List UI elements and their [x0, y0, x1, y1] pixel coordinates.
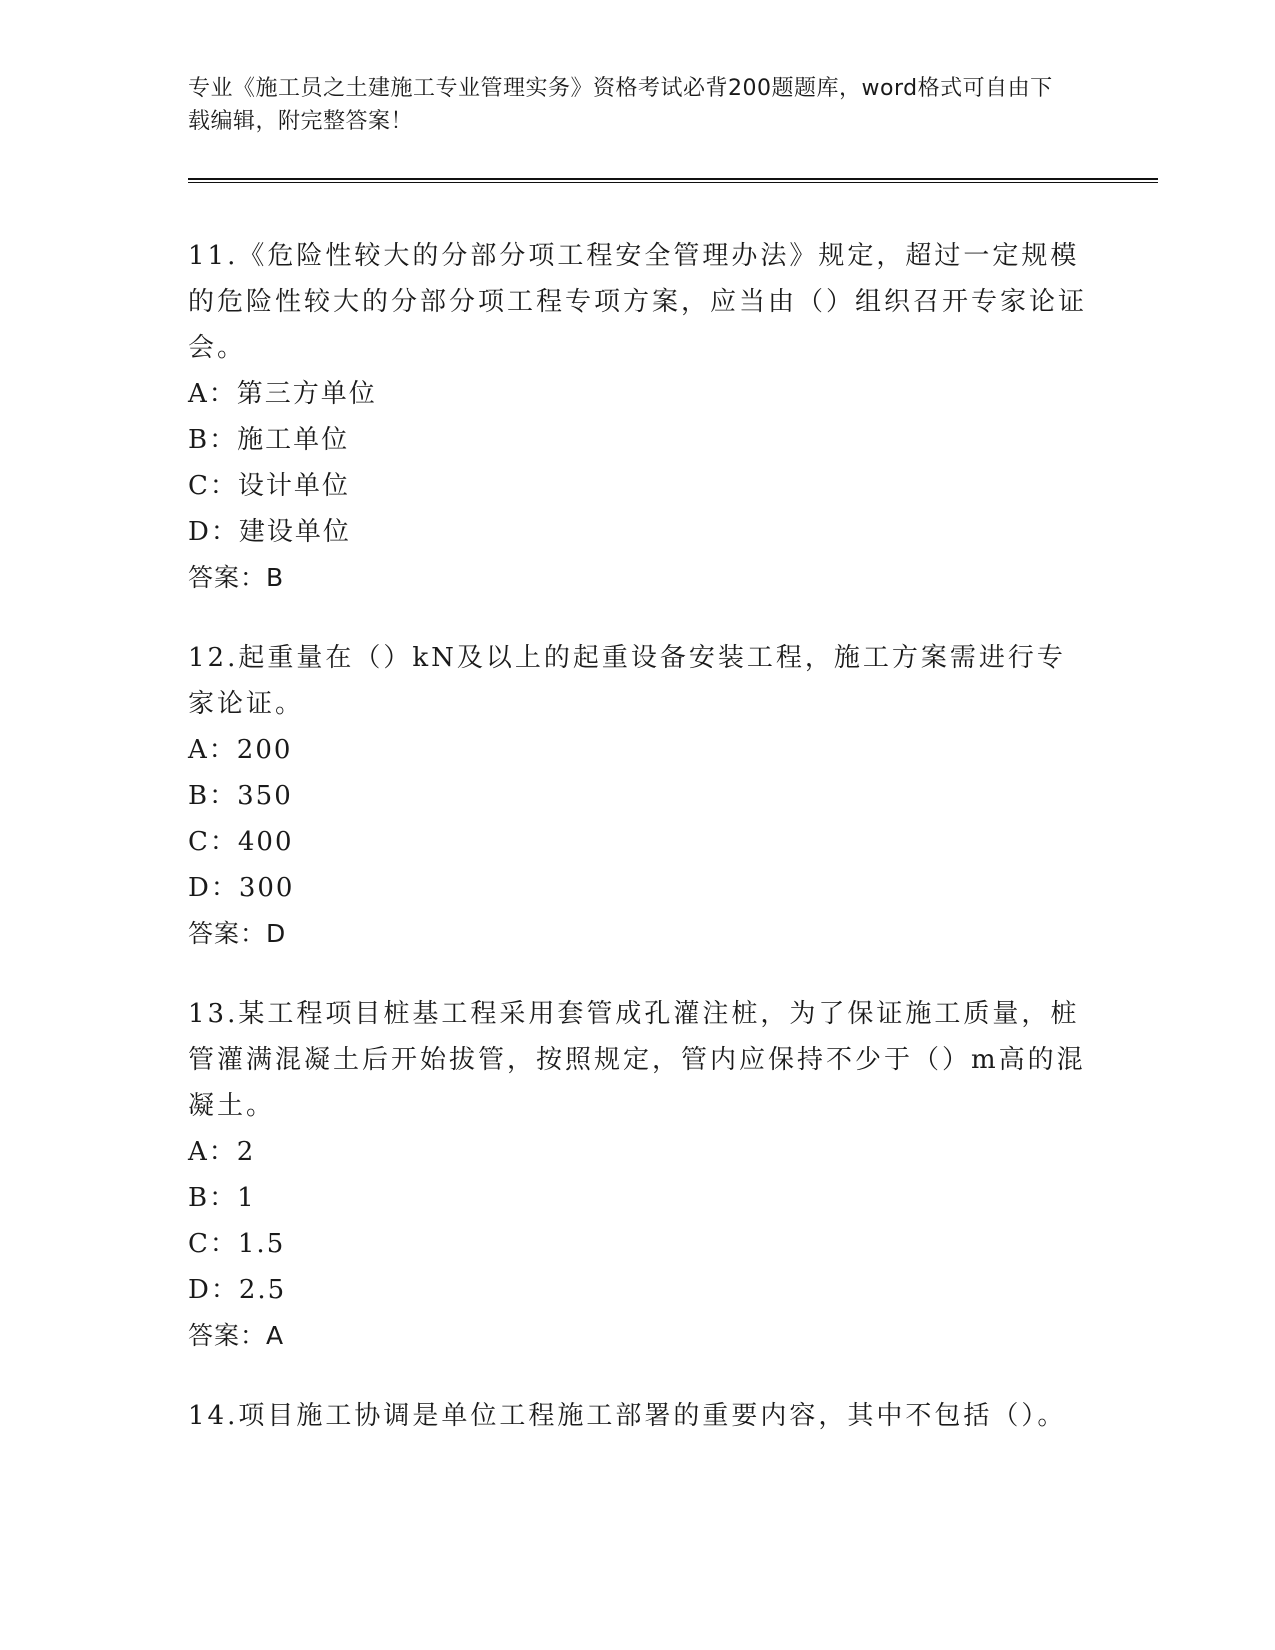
option-d: D：建设单位 [188, 517, 351, 547]
option-a: A：200 [188, 735, 293, 765]
option-a: A：第三方单位 [188, 379, 377, 409]
question-answer: 答案：A [188, 1321, 285, 1350]
option-b: B：1 [188, 1183, 256, 1213]
question-answer: 答案：D [188, 919, 287, 948]
option-b: B：施工单位 [188, 425, 350, 455]
option-d: D：300 [188, 873, 295, 903]
header-divider [188, 178, 1158, 183]
option-c: C：400 [188, 827, 294, 857]
option-b: B：350 [188, 781, 293, 811]
document-header: 专业《施工员之土建施工专业管理实务》资格考试必背200题题库，word格式可自由下载编辑，附完整答案！ [188, 76, 1053, 134]
question-answer: 答案：B [188, 563, 285, 592]
question-list [188, 233, 1088, 1473]
question-item [188, 233, 1088, 601]
option-c: C：设计单位 [188, 471, 350, 501]
question-item [188, 991, 1088, 1359]
question-item [188, 635, 1088, 957]
option-a: A：2 [188, 1137, 256, 1167]
option-d: D：2.5 [188, 1275, 287, 1305]
question-stem: 11.《危险性较大的分部分项工程安全管理办法》规定，超过一定规模的危险性较大的分部分项工程专项方案，应当由（）组织召开专家论证会。 [188, 241, 1088, 363]
question-stem: 13.某工程项目桩基工程采用套管成孔灌注桩，为了保证施工质量，桩管灌满混凝土后开始拔管，按照规定，管内应保持不少于（）m高的混凝土。 [188, 999, 1086, 1121]
option-c: C：1.5 [188, 1229, 286, 1259]
question-stem: 12.起重量在（）kN及以上的起重设备安装工程，施工方案需进行专家论证。 [188, 643, 1066, 719]
question-item [188, 1393, 1088, 1439]
document-page [188, 0, 1158, 1650]
question-stem: 14.项目施工协调是单位工程施工部署的重要内容，其中不包括（）。 [188, 1401, 1067, 1431]
